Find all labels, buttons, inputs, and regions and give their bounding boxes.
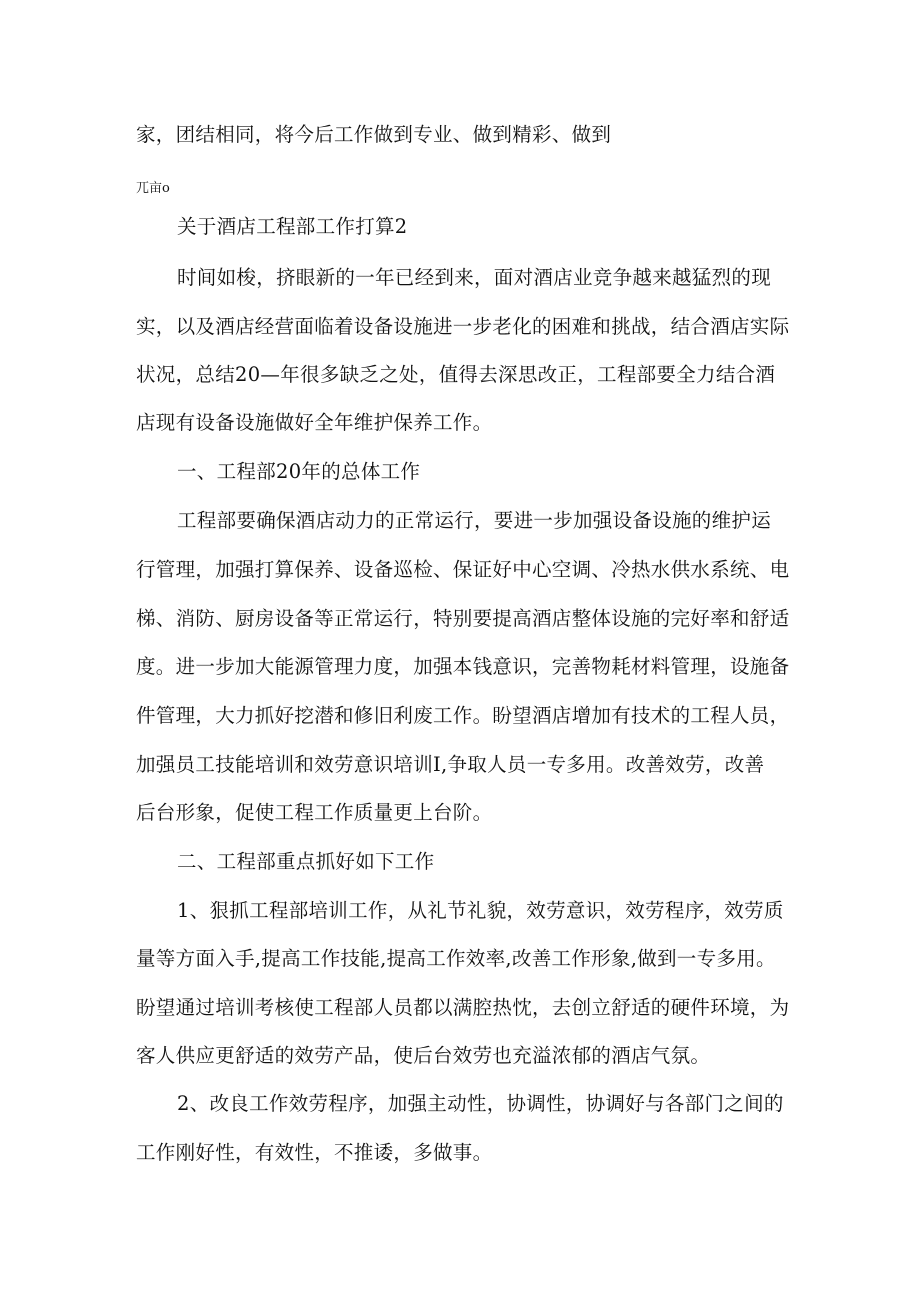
section-heading: 一、工程部20年的总体工作 xyxy=(177,460,421,483)
text-line: 后台形象，促使工程工作质量更上台阶。 xyxy=(136,801,493,824)
section-heading: 二、工程部重点抓好如下工作 xyxy=(177,850,435,873)
text-line: 时间如梭，挤眼新的一年已经到来，面对酒店业竞争越来越猛烈的现 xyxy=(177,266,772,289)
text-line: 客人供应更舒适的效劳产品，使后台效劳也充溢浓郁的酒店气氛。 xyxy=(136,1044,711,1067)
text-line: 兀亩o xyxy=(136,181,170,196)
text-line: 件管理，大力抓好挖潜和修旧利废工作。盼望酒店增加有技术的工程人员， xyxy=(136,704,790,727)
text-line: 量等方面入手,提高工作技能,提高工作效率,改善工作形象,做到一专多用。 xyxy=(136,947,776,970)
text-line: 度。进一步加大能源管理力度，加强本钱意识，完善物耗材料管理，设施备 xyxy=(136,655,790,678)
text-line: 行管理，加强打算保养、设备巡检、保证好中心空调、冷热水供水系统、电 xyxy=(136,558,790,581)
text-line: 2、改良工作效劳程序，加强主动性，协调性，协调好与各部门之间的 xyxy=(177,1092,784,1115)
text-line: 加强员工技能培训和效劳意识培训I,争取人员一专多用。改善效劳，改善 xyxy=(136,753,765,776)
section-heading: 关于酒店工程部工作打算2 xyxy=(177,215,408,238)
text-line: 状况，总结20—年很多缺乏之处，值得去深思改正，工程部要全力结合酒 xyxy=(136,363,776,386)
text-line: 店现有设备设施做好全年维护保养工作。 xyxy=(136,411,493,434)
text-line: 梯、消防、厨房设备等正常运行，特别要提高酒店整体设施的完好率和舒适 xyxy=(136,607,790,630)
text-line: 家，团结相同，将今后工作做到专业、做到精彩、做到 xyxy=(136,123,612,146)
text-line: 1、狠抓工程部培训工作，从礼节礼貌，效劳意识，效劳程序，效劳质 xyxy=(177,899,784,922)
text-line: 工程部要确保酒店动力的正常运行，要进一步加强设备设施的维护运 xyxy=(177,509,772,532)
text-line: 实，以及酒店经营面临着设备设施进一步老化的困难和挑战，结合酒店实际 xyxy=(136,315,790,338)
text-line: 盼望通过培训考核使工程部人员都以满腔热忱，去创立舒适的硬件环境，为 xyxy=(136,996,790,1019)
text-line: 工作刚好性，有效性，不推诿，多做事。 xyxy=(136,1141,493,1164)
